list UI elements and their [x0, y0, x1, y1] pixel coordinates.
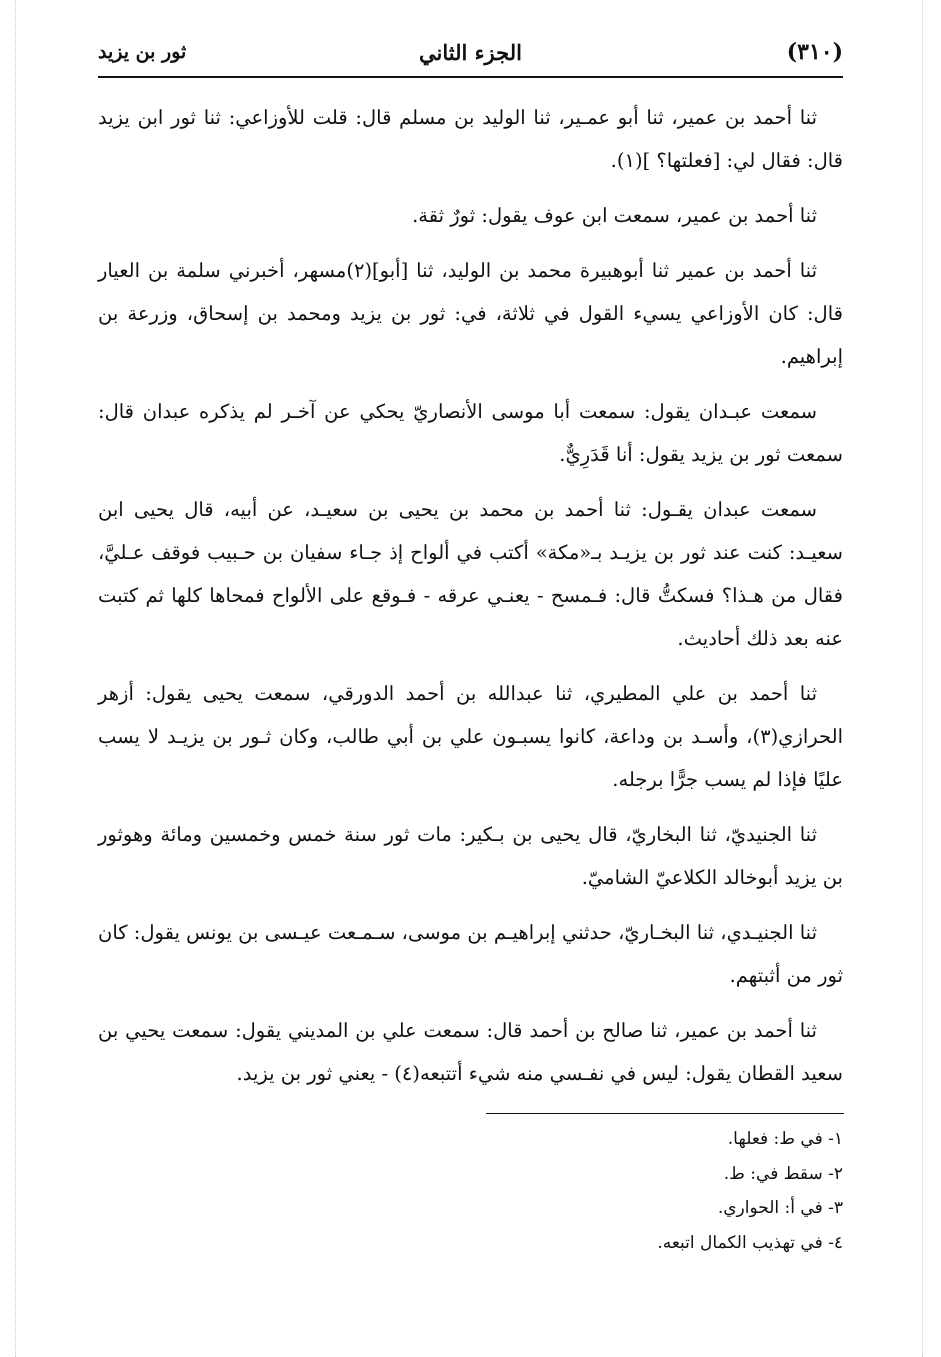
paragraph: ثنا أحمد بن عمير، ثنا صالح بن أحمد قال: سمعت علي بن المديني يقول: سمعت يحيي بن سعيد القطان يقول: ليس في نفـسي منه شيء أتتبعه(٤) - يعني ثور بن يزيد. [98, 1019, 843, 1085]
paragraph: ثنا الجنيديّ، ثنا البخاريّ، قال يحيى بن بـكير: مات ثور سنة خمس وخمسين ومائة وهوثور بن يزيد أبوخالد الكلاعيّ الشاميّ. [98, 823, 843, 889]
footnotes [300, 1122, 843, 1260]
page-number: (٣١٠) [786, 39, 843, 65]
left-margin-line [15, 0, 16, 1357]
running-title: ثور بن يزيد [98, 41, 187, 63]
paragraph: ثنا أحمد بن عمير، ثنا أبو عمـير، ثنا الوليد بن مسلم قال: قلت للأوزاعي: ثنا ثور ابن يزيد قال: فقال لي: [فعلتها؟ ](١). [98, 106, 843, 172]
paragraph: ثنا أحمد بن علي المطيري، ثنا عبدالله بن أحمد الدورقي، سمعت يحيى يقول: أزهر الحرازي(٣)، وأسـد بن وداعة، كانوا يسبـون علي بن أبي طالب، وكان ثـور بن يزيـد لا يسب عليًا فإذا لم يسب جرًّا برجله. [98, 682, 843, 791]
paragraph: سمعت عبـدان يقول: سمعت أبا موسى الأنصاريّ يحكي عن آخـر لم يذكره عبدان قال: سمعت ثور بن يزيد يقول: أنا قَدَرِيٌّ. [98, 400, 843, 466]
body-text [98, 96, 843, 1107]
paragraph: ثنا أحمد بن عمير ثنا أبوهبيرة محمد بن الوليد، ثنا [أبو](٢)مسهر، أخبرني سلمة بن العيار قال: كان الأوزاعي يسيء القول في ثلاثة، في: ثور بن يزيد ومحمد بن إسحاق، وزرعة بن إبراهيم. [98, 259, 843, 368]
footnote: ٢- سقط في: ط. [723, 1163, 843, 1184]
footnote-rule [486, 1113, 844, 1114]
paragraph: ثنا الجنيـدي، ثنا البخـاريّ، حدثني إبراهيـم بن موسى، سـمـعت عيـسى بن يونس يقول: كان ثور من أثبتهم. [98, 921, 843, 987]
right-margin-line [922, 0, 923, 1357]
paragraph: ثنا أحمد بن عمير، سمعت ابن عوف يقول: ثورٌ ثقة. [412, 204, 817, 227]
volume-title: الجزء الثاني [419, 39, 522, 65]
page-header [98, 30, 843, 74]
footnote: ١- في ط: فعلها. [727, 1129, 843, 1149]
footnote: ٣- في أ: الحواري. [717, 1198, 843, 1218]
paragraph: سمعت عبدان يقـول: ثنا أحمد بن محمد بن يحيى بن سعيـد، عن أبيه، قال يحيى ابن سعيـد: كنت عند ثور بن يزيـد بـ«مكة» أكتب في ألواح إذ جـاء سفيان بن حـبيب فوقف عـليَّ، فقال من هـذا؟ فسكتُّ قال: فـمسح - يعنـي عرقه - فـوقع على الألواح فمحاها كلها ثم كتبت عنه بعد ذلك أحاديث. [98, 498, 843, 650]
header-rule [98, 76, 843, 78]
footnote: ٤- في تهذيب الكمال اتبعه. [657, 1232, 843, 1253]
